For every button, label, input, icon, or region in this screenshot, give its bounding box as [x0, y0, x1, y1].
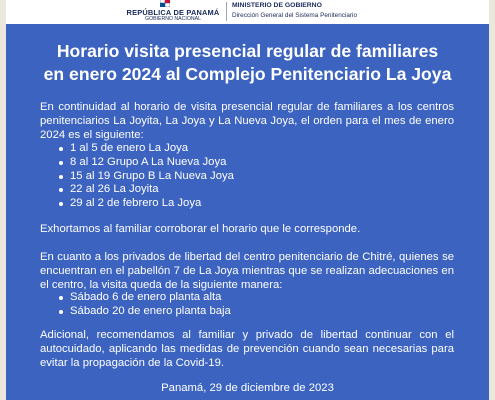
list-item: 8 al 12 Grupo A La Nueva Joya — [58, 156, 234, 170]
publication-date: Panamá, 29 de diciembre de 2023 — [161, 382, 334, 394]
ministry-name: MINISTERIO DE GOBIERNO — [232, 2, 322, 9]
title-line-2: en enero 2024 al Complejo Penitenciario La Joya — [43, 64, 452, 84]
republic-name: REPÚBLICA DE PANAMÁ — [126, 8, 220, 17]
coat-of-arms-icon — [160, 0, 170, 7]
list-item: Sábado 20 de enero planta baja — [58, 305, 231, 319]
list-item: 22 al 26 La Joyita — [58, 183, 234, 197]
list-item: 15 al 19 Grupo B La Nueva Joya — [58, 170, 234, 184]
page-title — [26, 40, 469, 86]
header-divider — [226, 2, 227, 21]
intro-paragraph: En continuidad al horario de visita presencial regular de familiares a los centros penitenciarios La Joyita, La Joya y La Nueva Joya, el orden para el mes de enero 2024 es el siguiente: — [40, 101, 454, 141]
title-line-1: Horario visita presencial regular de familiares — [56, 41, 439, 61]
list-item: 1 al 5 de enero La Joya — [58, 142, 234, 156]
additional-paragraph: Adicional, recomendamos al familiar y privado de libertad continuar con el autocuidado, aplicando las medidas de prevención cuando sean necesarias para evitar la propagación de la Covid-19. — [40, 329, 454, 369]
chitre-schedule-list — [58, 291, 231, 319]
chitre-paragraph: En cuanto a los privados de libertad del centro penitenciario de Chitré, quienes se encuentran en el pabellón 7 de La Joya mientras que se realizan adecuaciones en el centro, la visita queda de la siguiente manera: — [40, 251, 454, 291]
directorate-name: Dirección General del Sistema Penitenciario — [232, 12, 358, 19]
exhort-paragraph: Exhortamos al familiar corroborar el horario que le corresponde. — [40, 223, 361, 235]
list-item: 29 al 2 de febrero La Joya — [58, 197, 234, 211]
visit-schedule-list — [58, 142, 234, 211]
government-name: GOBIERNO NACIONAL — [145, 16, 201, 22]
list-item: Sábado 6 de enero planta alta — [58, 291, 231, 305]
government-header — [6, 0, 489, 24]
